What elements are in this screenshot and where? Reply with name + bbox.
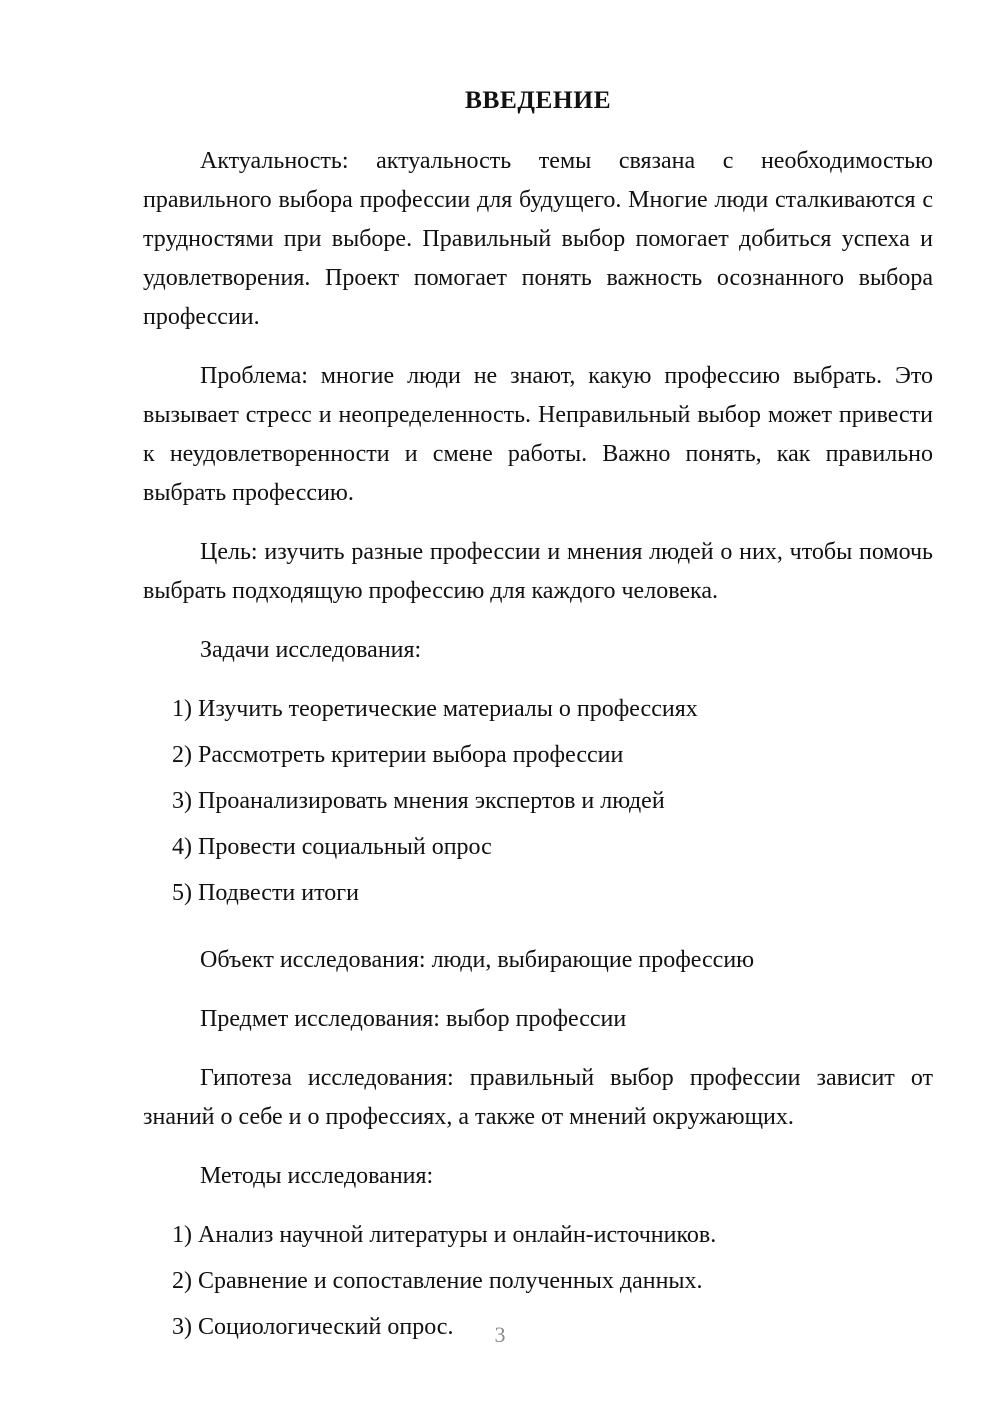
spacer (143, 933, 933, 941)
list-item: 2) Сравнение и сопоставление полученных данных. (172, 1268, 703, 1295)
page-title: ВВЕДЕНИЕ (464, 85, 612, 114)
list-item: 4) Провести социальный опрос (172, 834, 492, 861)
tasks-list (143, 690, 933, 913)
list-item: 5) Подвести итоги (172, 880, 359, 907)
list-item: 1) Анализ научной литературы и онлайн-источников. (172, 1222, 717, 1249)
list-item: 3) Социологический опрос. (172, 1314, 454, 1341)
heading-methods: Методы исследования: (200, 1163, 434, 1190)
page-number: 3 (494, 1322, 506, 1347)
paragraph-object: Объект исследования: люди, выбирающие профессию (200, 947, 755, 974)
list-item: 2) Рассмотреть критерии выбора профессии (172, 742, 624, 769)
paragraph-problem: Проблема: многие люди не знают, какую профессию выбрать. Это вызывает стресс и неопределенность. Неправильный выбор может привести к неудовлетворенности и смене работы. Важно понять, как правильно выбрать профессию. (143, 363, 933, 507)
paragraph-goal: Цель: изучить разные профессии и мнения людей о них, чтобы помочь выбрать подходящую профессию для каждого человека. (143, 539, 933, 605)
paragraph-relevance: Актуальность: актуальность темы связана с необходимостью правильного выбора профессии для будущего. Многие люди сталкиваются с трудностями при выборе. Правильный выбор помогает добиться успеха и удовлетворения. Проект помогает понять важность осознанного выбора профессии. (143, 148, 933, 331)
paragraph-hypothesis: Гипотеза исследования: правильный выбор профессии зависит от знаний о себе и о профессиях, а также от мнений окружающих. (143, 1065, 933, 1131)
heading-tasks: Задачи исследования: (200, 637, 422, 664)
list-item: 3) Проанализировать мнения экспертов и людей (172, 788, 665, 815)
paragraph-subject: Предмет исследования: выбор профессии (200, 1006, 627, 1033)
list-item: 1) Изучить теоретические материалы о профессиях (172, 696, 698, 723)
document-body (143, 86, 933, 1367)
